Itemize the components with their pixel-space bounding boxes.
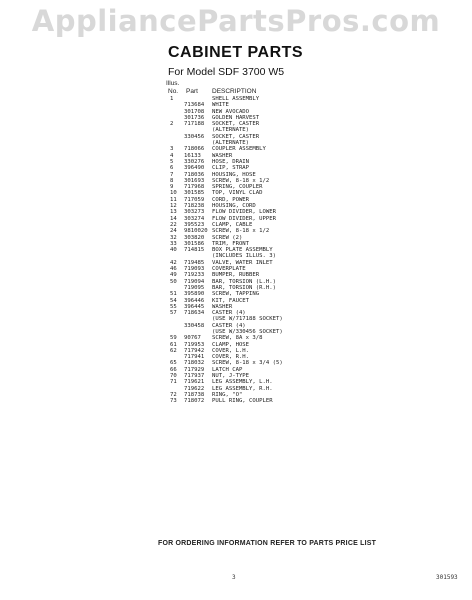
part-description: WASHER bbox=[212, 152, 233, 159]
illus-number: 57 bbox=[170, 310, 177, 317]
illus-number: 11 bbox=[170, 196, 177, 203]
part-number: 301586 bbox=[184, 240, 205, 247]
part-description: LEG ASSEMBLY, L.H. bbox=[212, 379, 273, 386]
part-description: BOX PLATE ASSEMBLY bbox=[212, 247, 273, 254]
part-description: CLAMP, CABLE bbox=[212, 221, 253, 228]
illus-number: 40 bbox=[170, 247, 177, 254]
part-number: 718066 bbox=[184, 146, 205, 153]
part-number: 719233 bbox=[184, 272, 205, 279]
part-description: CASTER (4) bbox=[212, 310, 246, 317]
part-number: 718238 bbox=[184, 203, 205, 210]
part-description: LATCH CAP bbox=[212, 366, 243, 373]
part-description: VALVE, WATER INLET bbox=[212, 259, 273, 266]
part-number: 717941 bbox=[184, 354, 205, 361]
part-number: 330276 bbox=[184, 158, 205, 165]
illus-number: 62 bbox=[170, 347, 177, 354]
part-description: SCREW, TAPPING bbox=[212, 291, 260, 298]
illus-number: 71 bbox=[170, 379, 177, 386]
page-number: 3 bbox=[232, 574, 236, 581]
part-description: KIT, FAUCET bbox=[212, 297, 250, 304]
part-number: 714815 bbox=[184, 247, 205, 254]
part-number: 717929 bbox=[184, 366, 205, 373]
illus-number: 7 bbox=[170, 171, 174, 178]
part-description: SPRING, COUPLER bbox=[212, 184, 263, 191]
illus-number: 13 bbox=[170, 209, 177, 216]
part-description: NEW AVOCADO bbox=[212, 108, 250, 115]
illus-number: 46 bbox=[170, 266, 177, 273]
illus-number: 55 bbox=[170, 303, 177, 310]
illus-number: 10 bbox=[170, 190, 177, 197]
illus-number: 61 bbox=[170, 341, 177, 348]
header-part: Part bbox=[186, 88, 198, 95]
illus-number: 54 bbox=[170, 297, 177, 304]
part-description: SCREW, 8-18 x 1/2 bbox=[212, 177, 270, 184]
illus-number: 9 bbox=[170, 184, 174, 191]
part-description: HOSE, DRAIN bbox=[212, 158, 250, 165]
part-number: 330458 bbox=[184, 322, 205, 329]
part-number: 717937 bbox=[184, 373, 205, 380]
illus-number: 33 bbox=[170, 240, 177, 247]
part-number: 717059 bbox=[184, 196, 205, 203]
part-description: SCREW (2) bbox=[212, 234, 243, 241]
part-description: WHITE bbox=[212, 102, 229, 109]
part-description: (ALTERNATE) bbox=[212, 127, 250, 134]
part-description: COVER, R.H. bbox=[212, 354, 250, 361]
part-description: COUPLER ASSEMBLY bbox=[212, 146, 266, 153]
part-description: SCREW, 8A x 3/8 bbox=[212, 335, 263, 342]
part-description: CLAMP, HOSE bbox=[212, 341, 250, 348]
illus-number: 70 bbox=[170, 373, 177, 380]
part-description: SCREW, 8-18 x 1/2 bbox=[212, 228, 270, 235]
illus-number: 32 bbox=[170, 234, 177, 241]
part-number: 718634 bbox=[184, 310, 205, 317]
part-number: 301585 bbox=[184, 190, 205, 197]
illus-number: 51 bbox=[170, 291, 177, 298]
part-description: TRIM, FRONT bbox=[212, 240, 250, 247]
part-description: (USE W/717188 SOCKET) bbox=[212, 316, 283, 323]
part-number: 719093 bbox=[184, 266, 205, 273]
part-number: 16133 bbox=[184, 152, 201, 159]
model-subtitle: For Model SDF 3700 W5 bbox=[168, 66, 285, 78]
illus-number: 5 bbox=[170, 158, 174, 165]
illus-number: 3 bbox=[170, 146, 174, 153]
illus-number: 73 bbox=[170, 398, 177, 405]
illus-number: 14 bbox=[170, 215, 177, 222]
part-description: NUT, J-TYPE bbox=[212, 373, 250, 380]
part-number: 303820 bbox=[184, 234, 205, 241]
part-number: 395890 bbox=[184, 291, 205, 298]
part-number: 303274 bbox=[184, 215, 205, 222]
ordering-note: FOR ORDERING INFORMATION REFER TO PARTS PRICE LIST bbox=[158, 540, 377, 547]
page-title: CABINET PARTS bbox=[168, 44, 304, 61]
part-description: SHELL ASSEMBLY bbox=[212, 96, 260, 102]
part-number: 719095 bbox=[184, 284, 205, 291]
part-number: 719622 bbox=[184, 385, 205, 392]
illus-number: 49 bbox=[170, 272, 177, 279]
header-description: DESCRIPTION bbox=[212, 88, 257, 95]
part-description: FLOW DIVIDER, LOWER bbox=[212, 209, 276, 216]
part-number: 303273 bbox=[184, 209, 205, 216]
part-number: 719094 bbox=[184, 278, 205, 285]
illus-number: 65 bbox=[170, 360, 177, 367]
illus-number: 22 bbox=[170, 221, 177, 228]
part-description: PULL RING, COUPLER bbox=[212, 398, 273, 405]
part-description: (INCLUDES ILLUS. 3) bbox=[212, 253, 276, 260]
part-number: 301693 bbox=[184, 177, 205, 184]
part-description: BAR, TORSION (R.H.) bbox=[212, 284, 276, 291]
part-description: BAR, TORSION (L.H.) bbox=[212, 278, 276, 285]
illus-number: 6 bbox=[170, 165, 174, 172]
part-number: 90767 bbox=[184, 335, 201, 342]
part-number: 717968 bbox=[184, 184, 205, 191]
part-description: COVERPLATE bbox=[212, 266, 246, 273]
illus-number: 59 bbox=[170, 335, 177, 342]
part-description: TOP, VINYL CLAD bbox=[212, 190, 263, 197]
part-number: 396490 bbox=[184, 165, 205, 172]
part-number: 395523 bbox=[184, 221, 205, 228]
part-description: LEG ASSEMBLY, R.H. bbox=[212, 385, 273, 392]
illus-number: 42 bbox=[170, 259, 177, 266]
part-description: HOUSING, CORD bbox=[212, 203, 256, 210]
illus-number: 2 bbox=[170, 121, 174, 128]
part-number: 301708 bbox=[184, 108, 205, 115]
part-number: 717188 bbox=[184, 121, 205, 128]
part-number: 719953 bbox=[184, 341, 205, 348]
watermark: AppliancePartsPros.com bbox=[31, 4, 441, 38]
part-number: 718072 bbox=[184, 398, 205, 405]
part-number: 719621 bbox=[184, 379, 205, 386]
part-description: RING, "O" bbox=[212, 391, 243, 398]
part-number: 718032 bbox=[184, 360, 205, 367]
header-no: No. bbox=[168, 88, 179, 95]
illus-number: 8 bbox=[170, 177, 174, 184]
part-description: HOUSING, HOSE bbox=[212, 171, 256, 178]
part-description: SOCKET, CASTER bbox=[212, 121, 260, 128]
parts-list bbox=[166, 96, 346, 405]
part-description: WASHER bbox=[212, 303, 233, 310]
part-number: 396445 bbox=[184, 303, 205, 310]
part-description: CLIP, STRAP bbox=[212, 165, 250, 172]
part-description: GOLDEN HARVEST bbox=[212, 114, 260, 121]
part-description: (ALTERNATE) bbox=[212, 140, 250, 147]
part-number: 717942 bbox=[184, 347, 205, 354]
part-description: (USE W/330456 SOCKET) bbox=[212, 328, 283, 335]
illus-number: 66 bbox=[170, 366, 177, 373]
illus-number: 50 bbox=[170, 278, 177, 285]
parts-row bbox=[166, 398, 346, 404]
illus-number: 12 bbox=[170, 203, 177, 210]
part-number: 396446 bbox=[184, 297, 205, 304]
part-number: 301736 bbox=[184, 114, 205, 121]
part-number: 718738 bbox=[184, 391, 205, 398]
illus-number: 72 bbox=[170, 391, 177, 398]
part-description: CORD, POWER bbox=[212, 196, 250, 203]
document-number: 301593 bbox=[436, 574, 458, 581]
illus-number: 4 bbox=[170, 152, 174, 159]
part-number: 713684 bbox=[184, 102, 205, 109]
part-number: 330456 bbox=[184, 133, 205, 140]
illus-number: 1 bbox=[170, 96, 174, 102]
part-description: CASTER (4) bbox=[212, 322, 246, 329]
part-description: SOCKET, CASTER bbox=[212, 133, 260, 140]
part-description: SCREW, 8-18 x 3/4 (5) bbox=[212, 360, 283, 367]
part-number: 9810020 bbox=[184, 228, 208, 235]
part-description: COVER, L.H. bbox=[212, 347, 250, 354]
illus-number: 24 bbox=[170, 228, 177, 235]
part-description: FLOW DIVIDER, UPPER bbox=[212, 215, 276, 222]
part-number: 719485 bbox=[184, 259, 205, 266]
header-illus: Illus. bbox=[166, 80, 180, 87]
part-number: 718036 bbox=[184, 171, 205, 178]
part-description: BUMPER, RUBBER bbox=[212, 272, 260, 279]
